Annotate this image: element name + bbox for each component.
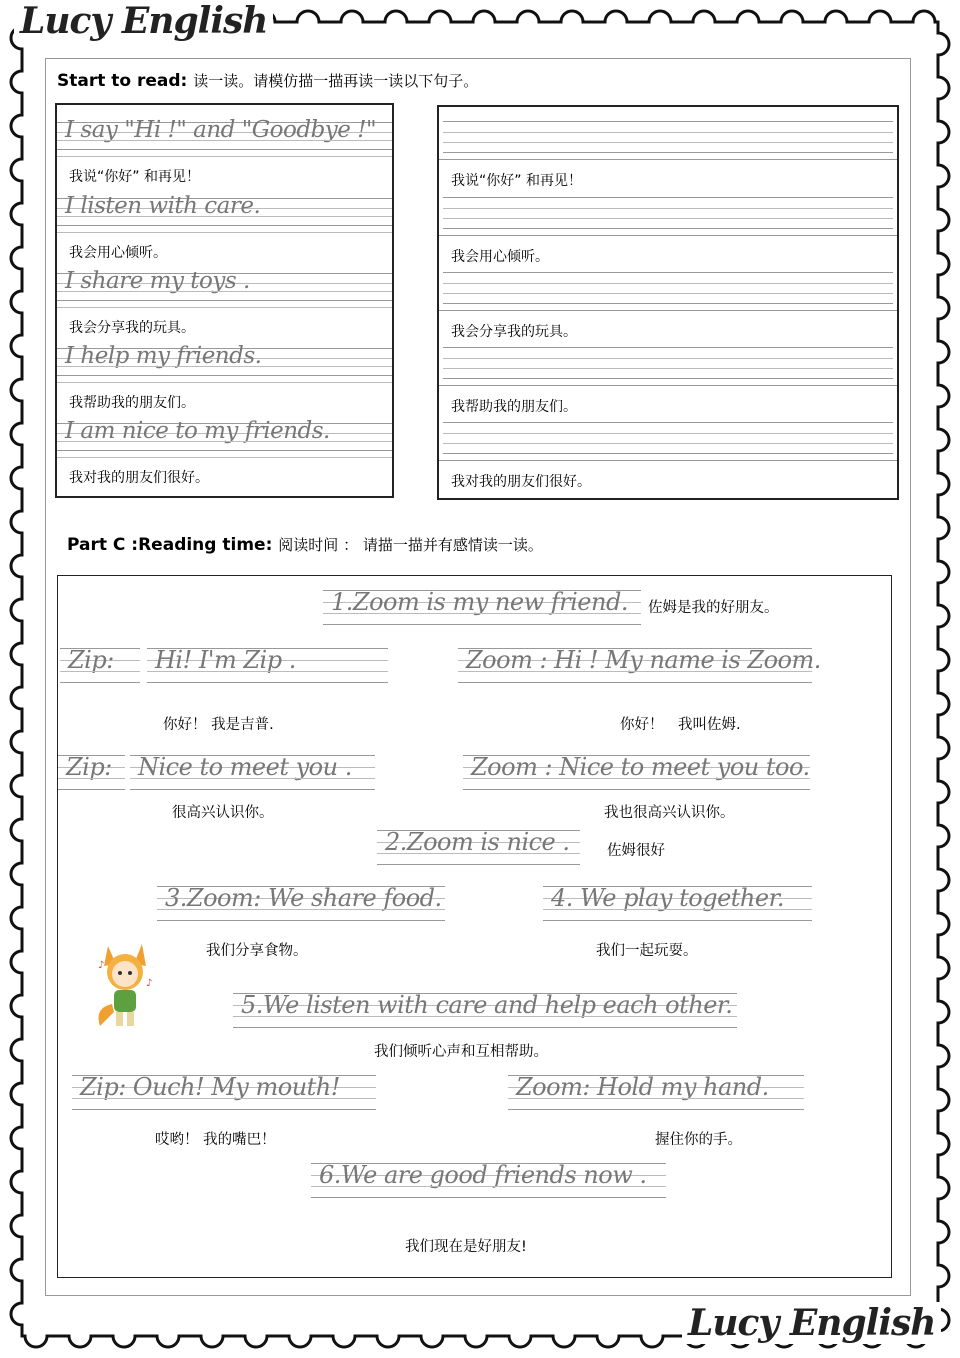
- four-line-row: [463, 755, 810, 790]
- chinese-translation: 我帮助我的朋友们。: [451, 399, 577, 415]
- section-c-title: [67, 534, 543, 555]
- chinese-translation: 我对我的朋友们很好。: [451, 474, 591, 490]
- tracing-sentence: I listen with care.: [65, 193, 261, 219]
- divider: [57, 382, 392, 383]
- four-line-row: [508, 1075, 804, 1110]
- chinese-translation: 佐姆很好: [607, 843, 665, 859]
- chinese-translation: 我们分享食物。: [206, 943, 308, 959]
- practice-box: [437, 105, 899, 500]
- chinese-translation: 你好！ 我是吉普.: [163, 717, 274, 733]
- chinese-translation: 我也很高兴认识你。: [604, 805, 735, 821]
- blank-writing-lines: [443, 197, 893, 229]
- four-line-row: [57, 117, 392, 150]
- logo-bottom: Lucy English: [682, 1302, 941, 1344]
- svg-text:♪: ♪: [98, 960, 105, 971]
- four-line-row: [58, 755, 125, 790]
- chinese-translation: 我们一起玩耍。: [596, 943, 698, 959]
- divider: [57, 156, 392, 157]
- chinese-translation: 我们现在是好朋友!: [405, 1239, 527, 1255]
- tracing-sentence: I share my toys .: [65, 268, 250, 294]
- section-c-title-en: Part C :Reading time:: [67, 535, 273, 555]
- tracing-sentence: Zoom : Nice to meet you too.: [471, 753, 810, 781]
- section-a-title-en: Start to read:: [57, 71, 188, 91]
- four-line-row: [60, 648, 140, 683]
- divider: [439, 385, 897, 386]
- chinese-translation: 我们倾听心声和互相帮助。: [374, 1044, 548, 1060]
- chinese-translation: 很高兴认识你。: [172, 805, 274, 821]
- divider: [439, 310, 897, 311]
- tracing-sentence: I help my friends.: [65, 343, 262, 369]
- four-line-row: [157, 886, 445, 921]
- tracing-sentence: Zoom : Hi ! My name is Zoom.: [466, 646, 821, 674]
- four-line-row: [233, 993, 737, 1028]
- chinese-translation: 我会分享我的玩具。: [451, 324, 577, 340]
- divider: [439, 235, 897, 236]
- tracing-sentence: 3.Zoom: We share food.: [165, 884, 442, 912]
- tracing-sentence: 6.We are good friends now .: [319, 1161, 647, 1189]
- chinese-translation: 握住你的手。: [655, 1132, 742, 1148]
- four-line-row: [57, 268, 392, 301]
- four-line-row: [458, 646, 821, 683]
- divider: [439, 159, 897, 160]
- four-line-row: [323, 590, 641, 625]
- four-line-row: [377, 830, 580, 865]
- chinese-translation: 你好！ 我叫佐姆.: [620, 717, 741, 733]
- tracing-sentence: Nice to meet you .: [138, 753, 352, 781]
- four-line-row: [57, 343, 392, 376]
- tracing-sentence: I say "Hi !" and "Goodbye !": [65, 117, 377, 143]
- tracing-sentence: Zip:: [68, 646, 114, 674]
- tracing-sentence: Zip:: [66, 753, 112, 781]
- blank-writing-lines: [443, 347, 893, 379]
- section-a-title: [57, 70, 478, 91]
- blank-writing-lines: [443, 121, 893, 153]
- svg-text:♪: ♪: [146, 978, 153, 989]
- tracing-sentence: 2.Zoom is nice .: [385, 828, 570, 856]
- tracing-sentence: Zoom: Hold my hand.: [516, 1073, 769, 1101]
- blank-writing-lines: [443, 422, 893, 454]
- tracing-sentence: Hi! I'm Zip .: [155, 646, 296, 674]
- chinese-translation: 我会用心倾听。: [451, 249, 549, 265]
- tracing-box: [55, 103, 394, 498]
- section-a-title-cn: 读一读。请模仿描一描再读一读以下句子。: [193, 72, 479, 90]
- blank-writing-lines: [443, 272, 893, 304]
- divider: [57, 307, 392, 308]
- tracing-sentence: I am nice to my friends.: [65, 418, 330, 444]
- four-line-row: [147, 648, 388, 683]
- four-line-row: [57, 193, 392, 226]
- chinese-translation: 我会分享我的玩具。: [69, 320, 195, 336]
- four-line-row: [543, 886, 812, 921]
- divider: [57, 457, 392, 458]
- tracing-sentence: 1.Zoom is my new friend.: [331, 588, 628, 616]
- chinese-translation: 哎哟！ 我的嘴巴！: [155, 1132, 276, 1148]
- four-line-row: [72, 1075, 376, 1110]
- chinese-translation: 我说“你好” 和再见！: [69, 169, 200, 185]
- four-line-row: [57, 418, 392, 451]
- tracing-sentence: Zip: Ouch! My mouth!: [80, 1073, 340, 1101]
- logo-top: Lucy English: [14, 0, 273, 42]
- chinese-translation: 我说“你好” 和再见！: [451, 173, 582, 189]
- chinese-translation: 佐姆是我的好朋友。: [648, 600, 779, 616]
- chinese-translation: 我对我的朋友们很好。: [69, 470, 209, 486]
- four-line-row: [311, 1163, 666, 1198]
- chinese-translation: 我会用心倾听。: [69, 245, 167, 261]
- divider: [439, 460, 897, 461]
- chinese-translation: 我帮助我的朋友们。: [69, 395, 195, 411]
- section-c-title-cn: 阅读时间 ： 请描一描并有感情读一读。: [278, 536, 543, 554]
- tracing-sentence: 4. We play together.: [551, 884, 785, 912]
- four-line-row: [130, 755, 375, 790]
- fox-character-illustration: [90, 938, 160, 1038]
- divider: [57, 232, 392, 233]
- tracing-sentence: 5.We listen with care and help each other.: [241, 991, 733, 1019]
